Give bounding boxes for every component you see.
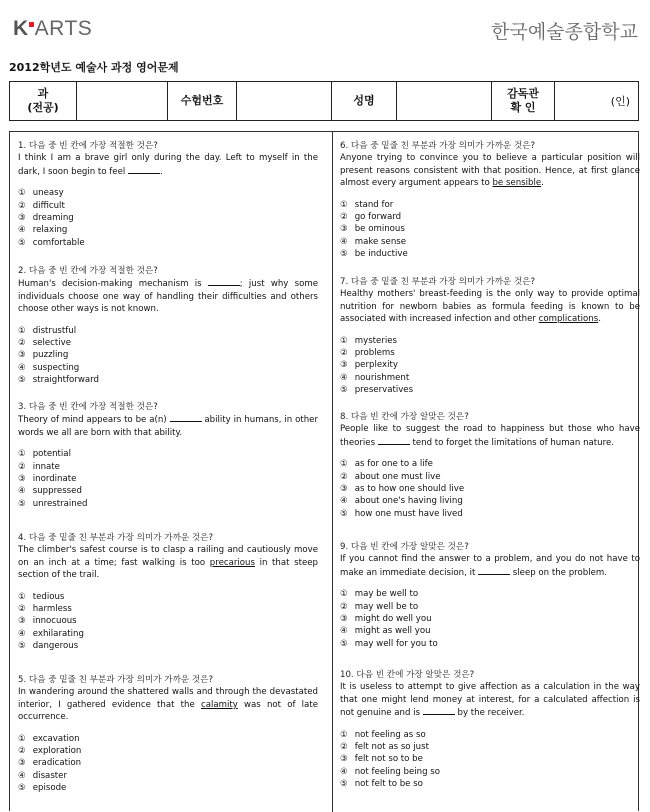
option-number: ④	[18, 486, 26, 497]
option-text: felt not as so just	[352, 742, 429, 753]
answer-option[interactable]	[18, 733, 318, 745]
option-number: ①	[340, 589, 348, 600]
answer-options	[18, 325, 318, 387]
answer-options	[340, 458, 640, 520]
underlined-phrase: complications	[538, 314, 599, 325]
option-number: ④	[340, 626, 348, 637]
option-text: potential	[30, 449, 71, 460]
answer-option[interactable]	[18, 212, 318, 224]
logo-k: K	[13, 17, 29, 40]
answer-option[interactable]	[340, 248, 640, 260]
option-number: ⑤	[340, 638, 348, 649]
question-1	[18, 140, 318, 249]
question-title: 10. 다음 빈 칸에 가장 알맞은 것은?	[340, 670, 475, 680]
option-text: how one must have lived	[352, 508, 463, 519]
dept-field[interactable]	[77, 82, 168, 121]
answer-option[interactable]	[340, 458, 640, 470]
dept-label-line1: 과	[37, 87, 49, 100]
question-6	[340, 140, 640, 261]
option-text: mysteries	[352, 335, 398, 346]
answer-option[interactable]	[340, 613, 640, 625]
option-number: ⑤	[18, 498, 26, 509]
option-number: ①	[340, 199, 348, 210]
option-number: ③	[18, 616, 26, 627]
option-text: distrustful	[30, 325, 77, 336]
option-number: ⑤	[340, 508, 348, 519]
answer-option[interactable]	[18, 628, 318, 640]
option-text: about one must live	[352, 471, 441, 482]
answer-option[interactable]	[340, 638, 640, 650]
option-text: nourishment	[352, 372, 410, 383]
option-number: ⑤	[340, 779, 348, 790]
karts-logo	[13, 17, 92, 41]
answer-blank	[478, 566, 510, 575]
answer-option[interactable]	[340, 471, 640, 483]
answer-option[interactable]	[18, 498, 318, 510]
name-field[interactable]	[397, 82, 492, 121]
question-title: 6. 다음 중 밑줄 친 부분과 가장 의미가 가까운 것은?	[340, 141, 536, 151]
answer-option[interactable]	[18, 757, 318, 769]
question-9	[340, 541, 640, 650]
question-text: I think I am a brave girl only during the day. Left to myself in the dark, I soon begin to feel .	[18, 153, 318, 177]
answer-option[interactable]	[18, 337, 318, 349]
name-label: 성명	[332, 82, 397, 121]
option-number: ②	[18, 604, 26, 615]
question-text: It is useless to attempt to give affection as a calculation in the way that one might lend money at interest, for a calculated affection is not genuine and is by the receiver.	[340, 682, 640, 719]
option-number: ①	[340, 335, 348, 346]
column-divider	[332, 132, 333, 812]
option-text: harmless	[30, 604, 72, 615]
option-text: innate	[30, 461, 60, 472]
option-text: exploration	[30, 746, 82, 757]
answer-option[interactable]	[18, 237, 318, 249]
option-text: felt not so to be	[352, 754, 423, 765]
dept-label	[10, 82, 77, 121]
option-text: about one's having living	[352, 496, 463, 507]
answer-option[interactable]	[18, 745, 318, 757]
option-text: may well be to	[352, 601, 419, 612]
option-number: ②	[340, 601, 348, 612]
question-text: People like to suggest the road to happiness but those who have theories tend to forget the limitations of human nature.	[340, 424, 640, 448]
option-number: ③	[18, 350, 26, 361]
answer-options	[18, 591, 318, 653]
option-text: go forward	[352, 212, 402, 223]
answer-option[interactable]	[18, 187, 318, 199]
answer-option[interactable]	[18, 325, 318, 337]
answer-option[interactable]	[18, 485, 318, 497]
exam-number-label: 수험번호	[168, 82, 237, 121]
answer-option[interactable]	[18, 473, 318, 485]
option-number: ④	[18, 225, 26, 236]
option-text: as to how one should live	[352, 484, 465, 495]
supervisor-label	[492, 82, 555, 121]
answer-option[interactable]	[340, 601, 640, 613]
option-number: ④	[18, 770, 26, 781]
answer-option[interactable]	[18, 770, 318, 782]
option-number: ③	[18, 758, 26, 769]
answer-option[interactable]	[340, 495, 640, 507]
answer-option[interactable]	[18, 640, 318, 652]
question-title: 5. 다음 중 밑줄 친 부분과 가장 의미가 가까운 것은?	[18, 675, 214, 685]
answer-option[interactable]	[340, 508, 640, 520]
option-text: innocuous	[30, 616, 77, 627]
option-number: ①	[340, 729, 348, 740]
option-number: ②	[18, 461, 26, 472]
option-number: ③	[340, 360, 348, 371]
answer-option[interactable]	[18, 349, 318, 361]
underlined-phrase: be sensible	[492, 178, 542, 189]
option-text: dreaming	[30, 213, 74, 224]
option-text: puzzling	[30, 350, 69, 361]
answer-option[interactable]	[340, 223, 640, 235]
option-number: ①	[18, 733, 26, 744]
answer-options	[18, 187, 318, 249]
answer-option[interactable]	[18, 362, 318, 374]
option-text: preservatives	[352, 385, 414, 396]
option-number: ④	[340, 766, 348, 777]
answer-options	[340, 335, 640, 397]
option-text: straightforward	[30, 375, 99, 386]
question-text: Theory of mind appears to be a(n) ability in humans, in other words we all are born with that ability.	[18, 415, 318, 438]
answer-option[interactable]	[340, 384, 640, 396]
answer-options	[18, 733, 318, 795]
question-text: Healthy mothers' breast-feeding is the only way to provide optimal nutrition for newborn babies as formula feeding is known to be associated with increased infection and other complications.	[340, 289, 640, 325]
page-header	[0, 0, 650, 50]
option-number: ①	[18, 188, 26, 199]
answer-option[interactable]	[18, 200, 318, 212]
supervisor-seal-field[interactable]: (인)	[555, 82, 639, 121]
logo-arts: ARTS	[34, 17, 93, 40]
answer-option[interactable]	[340, 625, 640, 637]
answer-option[interactable]	[340, 335, 640, 347]
answer-option[interactable]	[340, 372, 640, 384]
exam-number-field[interactable]	[237, 82, 332, 121]
option-number: ⑤	[18, 641, 26, 652]
question-text: In wandering around the shattered walls and through the devastated interior, I gathered evidence that the calamity was not of late occurrence.	[18, 687, 318, 723]
option-text: as for one to a life	[352, 459, 433, 470]
option-text: comfortable	[30, 237, 85, 248]
option-text: might do well you	[352, 614, 432, 625]
question-text: Anyone trying to convince you to believe a particular position will present reasons consistent with that position. Hence, at first glance almost every argument appears to be sensible.	[340, 153, 640, 189]
answer-option[interactable]	[340, 741, 640, 753]
option-text: episode	[30, 783, 67, 794]
option-number: ③	[340, 224, 348, 235]
applicant-info-table	[9, 81, 639, 121]
question-text: Human's decision-making mechanism is ; just why some individuals choose one way of handling their difficulties and others choose other ways is not known.	[18, 279, 318, 315]
supervisor-label-line2: 확 인	[510, 101, 536, 114]
dept-label-line2: (전공)	[27, 101, 59, 114]
option-number: ②	[18, 746, 26, 757]
option-number: ①	[18, 325, 26, 336]
answer-option[interactable]	[18, 615, 318, 627]
question-4	[18, 532, 318, 653]
option-number: ②	[18, 200, 26, 211]
answer-option[interactable]	[18, 782, 318, 794]
question-3	[18, 401, 318, 510]
option-number: ④	[340, 236, 348, 247]
question-title: 4. 다음 중 밑줄 친 부분과 가장 의미가 가까운 것은?	[18, 533, 214, 543]
answer-option[interactable]	[340, 347, 640, 359]
option-text: excavation	[30, 733, 80, 744]
option-text: suspecting	[30, 362, 80, 373]
option-number: ①	[18, 449, 26, 460]
option-text: perplexity	[352, 360, 398, 371]
option-text: problems	[352, 348, 395, 359]
option-number: ④	[18, 362, 26, 373]
question-7	[340, 276, 640, 397]
option-number: ②	[18, 338, 26, 349]
option-text: might as well you	[352, 626, 431, 637]
option-text: difficult	[30, 200, 65, 211]
question-text: The climber's safest course is to clasp a railing and cautiously move on an inch at a time; fast walking is too precarious in that steep section of the trail.	[18, 545, 319, 581]
supervisor-label-line1: 감독관	[507, 87, 539, 100]
question-10	[340, 669, 640, 791]
option-text: not felt to be so	[352, 779, 423, 790]
answer-option[interactable]	[340, 778, 640, 790]
answer-blank	[378, 436, 410, 445]
exam-title: 2012학년도 예술사 과정 영어문제	[9, 61, 179, 74]
option-number: ④	[18, 628, 26, 639]
question-title: 1. 다음 중 빈 칸에 가장 적절한 것은?	[18, 141, 158, 151]
option-text: uneasy	[30, 188, 64, 199]
option-text: disaster	[30, 770, 67, 781]
option-number: ④	[340, 372, 348, 383]
answer-blank	[170, 413, 202, 422]
option-number: ⑤	[18, 783, 26, 794]
underlined-phrase: precarious	[209, 557, 255, 568]
answer-options	[18, 448, 318, 510]
answer-option[interactable]	[340, 729, 640, 741]
answer-options	[340, 199, 640, 261]
answer-option[interactable]	[18, 603, 318, 615]
option-text: make sense	[352, 236, 407, 247]
question-title: 2. 다음 중 빈 칸에 가장 적절한 것은?	[18, 266, 158, 276]
answer-blank	[208, 277, 240, 286]
option-number: ③	[18, 213, 26, 224]
question-title: 3. 다음 중 빈 칸에 가장 적절한 것은?	[18, 402, 158, 412]
question-title: 7. 다음 중 밑줄 친 부분과 가장 의미가 가까운 것은?	[340, 277, 536, 287]
option-text: relaxing	[30, 225, 68, 236]
option-number: ④	[340, 496, 348, 507]
option-text: inordinate	[30, 474, 77, 485]
questions-box	[9, 131, 639, 811]
answer-option[interactable]	[340, 483, 640, 495]
option-number: ①	[340, 459, 348, 470]
question-title: 9. 다음 빈 칸에 가장 알맞은 것은?	[340, 542, 469, 552]
underlined-phrase: calamity	[200, 699, 238, 710]
answer-blank	[128, 165, 160, 174]
option-text: may well for you to	[352, 638, 438, 649]
option-text: not feeling as so	[352, 729, 426, 740]
option-text: be inductive	[352, 249, 408, 260]
option-number: ①	[18, 591, 26, 602]
answer-option[interactable]	[340, 359, 640, 371]
answer-option[interactable]	[340, 588, 640, 600]
school-name: 한국예술종합학교	[491, 21, 638, 43]
answer-blank	[423, 706, 455, 715]
option-number: ③	[18, 474, 26, 485]
option-number: ③	[340, 484, 348, 495]
option-text: dangerous	[30, 641, 79, 652]
option-text: stand for	[352, 199, 394, 210]
option-number: ③	[340, 754, 348, 765]
option-text: be ominous	[352, 224, 405, 235]
answer-option[interactable]	[340, 766, 640, 778]
question-8	[340, 411, 640, 520]
question-text: If you cannot find the answer to a problem, and you do not have to make an immediate decision, it sleep on the problem.	[340, 554, 640, 578]
option-text: not feeling being so	[352, 766, 441, 777]
option-number: ②	[340, 348, 348, 359]
answer-option[interactable]	[18, 448, 318, 460]
option-text: suppressed	[30, 486, 82, 497]
option-text: selective	[30, 338, 72, 349]
answer-options	[340, 729, 640, 791]
answer-option[interactable]	[18, 591, 318, 603]
question-5	[18, 674, 318, 795]
option-number: ⑤	[340, 385, 348, 396]
answer-option[interactable]	[340, 199, 640, 211]
answer-option[interactable]	[340, 753, 640, 765]
option-text: may be well to	[352, 589, 419, 600]
answer-option[interactable]	[340, 236, 640, 248]
answer-option[interactable]	[340, 211, 640, 223]
option-number: ⑤	[340, 249, 348, 260]
answer-option[interactable]	[18, 224, 318, 236]
answer-option[interactable]	[18, 461, 318, 473]
logo-dot-icon	[29, 22, 34, 27]
option-number: ⑤	[18, 237, 26, 248]
option-number: ⑤	[18, 375, 26, 386]
option-text: eradication	[30, 758, 82, 769]
option-text: exhilarating	[30, 628, 84, 639]
option-number: ②	[340, 742, 348, 753]
question-title: 8. 다음 빈 칸에 가장 알맞은 것은?	[340, 412, 469, 422]
answer-option[interactable]	[18, 374, 318, 386]
option-text: tedious	[30, 591, 65, 602]
option-number: ②	[340, 212, 348, 223]
option-text: unrestrained	[30, 498, 88, 509]
option-number: ③	[340, 614, 348, 625]
answer-options	[340, 588, 640, 650]
option-number: ②	[340, 471, 348, 482]
question-2	[18, 265, 318, 387]
